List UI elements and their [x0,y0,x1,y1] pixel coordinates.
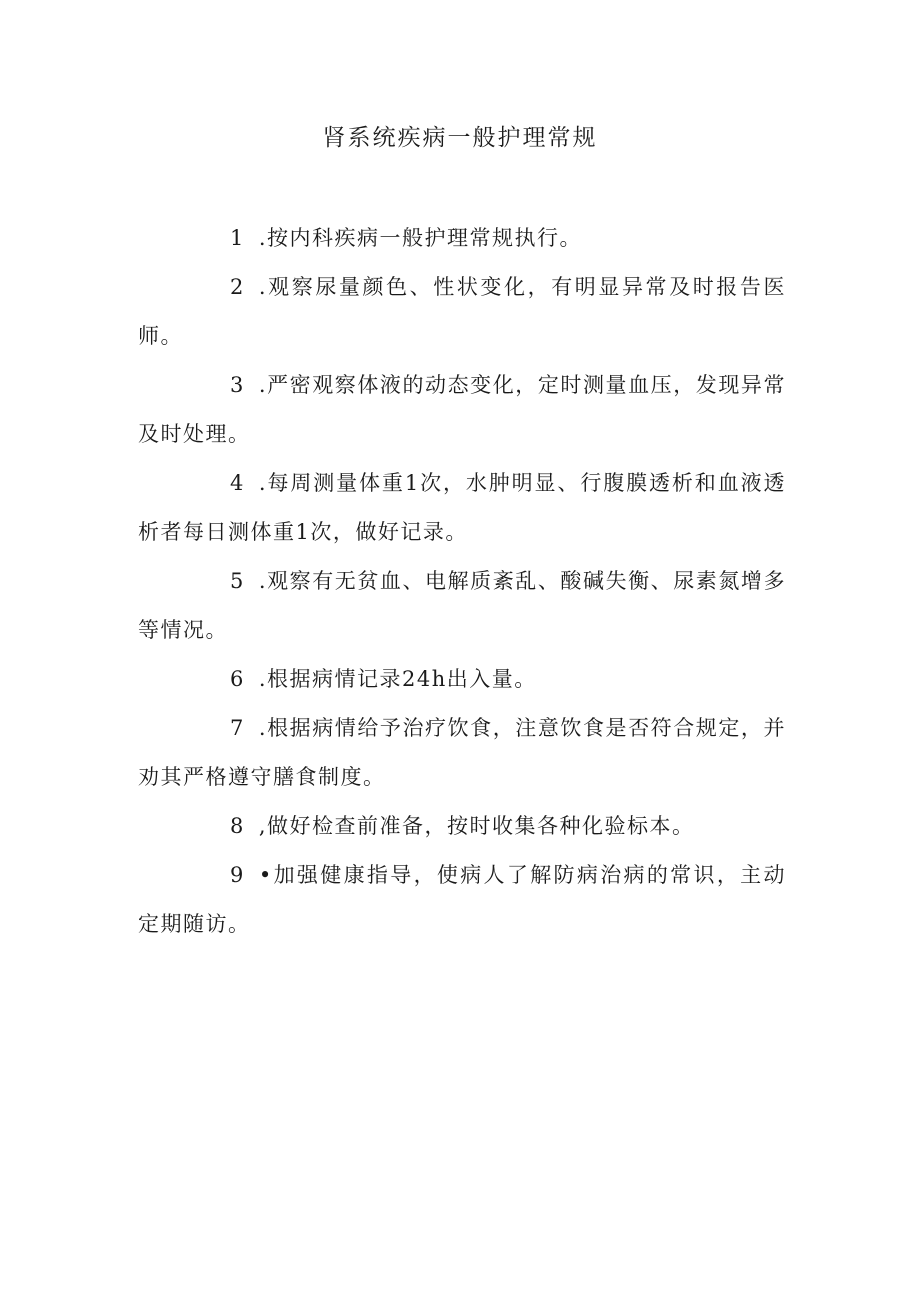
list-item [138,263,786,361]
page-title: 肾系统疾病一般护理常规 [322,125,598,151]
list-item [138,655,786,704]
item-number: 4 [230,471,245,495]
item-number: 7 [230,716,245,740]
item-number: 3 [230,373,245,397]
item-text: .按内科疾病一般护理常规执行。 [258,226,583,250]
item-text: .严密观察体液的动态变化，定时测量血压，发现异常及时处理。 [138,373,786,446]
list-item [138,557,786,655]
list-item [138,704,786,802]
item-number: 2 [230,275,245,299]
item-text: •加强健康指导，使病人了解防病治病的常识，主动定期随访。 [138,863,786,936]
list-item [138,214,786,263]
item-number: 6 [230,667,245,691]
item-text: .根据病情给予治疗饮食，注意饮食是否符合规定，并劝其严格遵守膳食制度。 [138,716,786,789]
list-item [138,851,786,949]
item-number: 9 [230,863,245,887]
item-text: .根据病情记录24h出入量。 [258,667,537,691]
item-text: .每周测量体重1次，水肿明显、行腹膜透析和血液透析者每日测体重1次，做好记录。 [138,471,786,544]
document-body [138,214,786,949]
list-item [138,802,786,851]
list-item [138,361,786,459]
item-number: 8 [230,814,245,838]
item-text: ,做好检查前准备，按时收集各种化验标本。 [258,814,695,838]
item-number: 5 [230,569,245,593]
item-text: .观察有无贫血、电解质紊乱、酸碱失衡、尿素氮增多等情况。 [138,569,786,642]
item-number: 1 [230,226,245,250]
list-item [138,459,786,557]
item-text: .观察尿量颜色、性状变化，有明显异常及时报告医师。 [138,275,786,348]
